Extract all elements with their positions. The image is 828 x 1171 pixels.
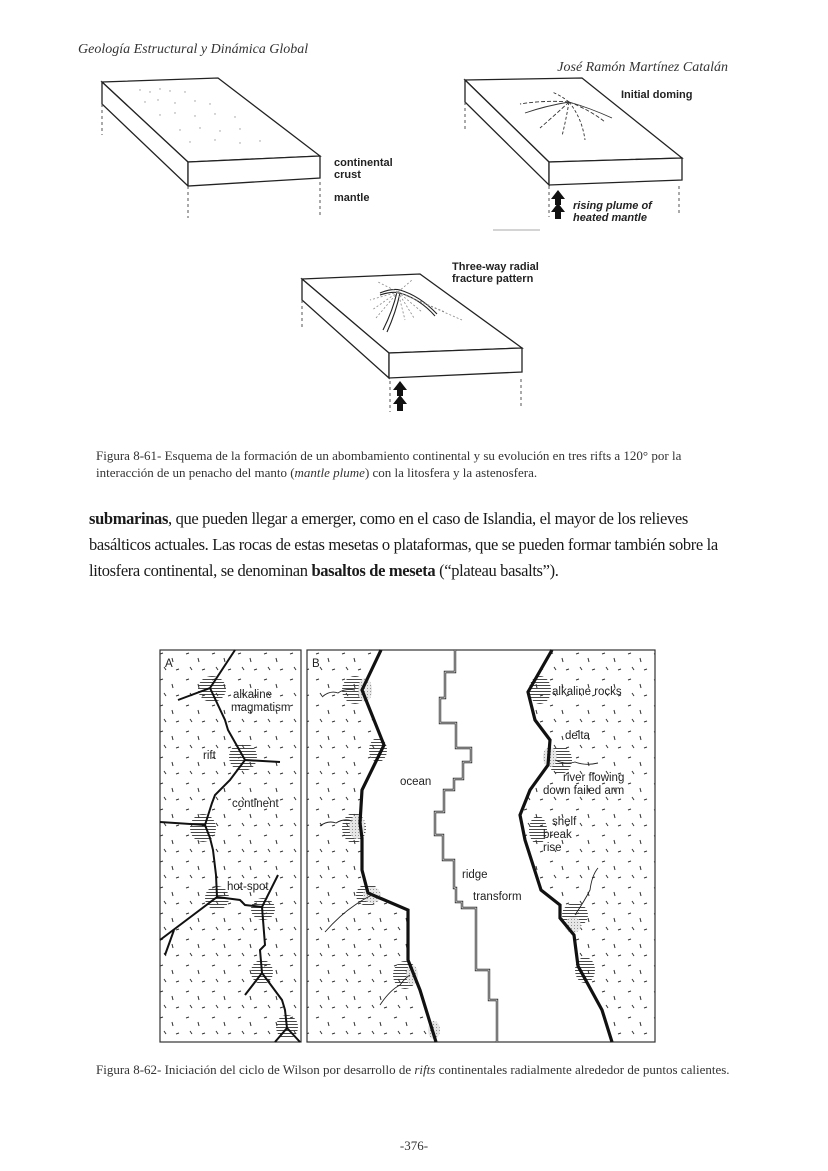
svg-text:alkaline rocks: alkaline rocks bbox=[552, 686, 622, 698]
svg-text:continent: continent bbox=[232, 798, 279, 810]
panel-a bbox=[160, 650, 301, 1042]
figure-8-62-caption: Figura 8-62- Iniciación del ciclo de Wilson por desarrollo de rifts continentales radialmente alrededor de puntos calientes. bbox=[96, 1062, 730, 1077]
svg-text:ridge: ridge bbox=[462, 869, 488, 881]
svg-text:ocean: ocean bbox=[400, 776, 432, 788]
page-number: -376- bbox=[399, 1138, 429, 1153]
label-rising-plume: rising plume of heated mantle bbox=[573, 200, 652, 224]
running-head-book-title: Geología Estructural y Dinámica Global bbox=[78, 42, 309, 57]
label-mantle: mantle bbox=[334, 192, 370, 204]
label-three-way-fracture: Three-way radial fracture pattern bbox=[452, 261, 539, 285]
svg-text:shelf: shelf bbox=[552, 816, 577, 828]
svg-text:hot-spot: hot-spot bbox=[227, 881, 269, 893]
svg-text:break: break bbox=[543, 829, 572, 841]
svg-text:rise: rise bbox=[543, 842, 562, 854]
svg-text:transform: transform bbox=[473, 891, 522, 903]
label-continental-crust: continental crust bbox=[334, 157, 393, 181]
svg-text:magmatism: magmatism bbox=[231, 702, 291, 714]
svg-text:delta: delta bbox=[565, 730, 590, 742]
svg-text:alkaline: alkaline bbox=[233, 689, 272, 701]
svg-text:down failed arm: down failed arm bbox=[543, 785, 625, 797]
svg-text:rift: rift bbox=[203, 750, 216, 762]
label-initial-doming: Initial doming bbox=[621, 89, 693, 101]
figure-8-61-caption: Figura 8-61- Esquema de la formación de un abombamiento continental y su evolución en tres rifts a 120° por la interacción de un penacho del manto (mantle plume) con la litosfera y la astenosfera. bbox=[96, 448, 682, 480]
panel-b-letter: B bbox=[312, 658, 320, 670]
svg-text:river flowing: river flowing bbox=[563, 772, 625, 784]
panel-a-letter: A bbox=[165, 658, 173, 670]
panel-b bbox=[307, 650, 655, 1042]
running-head-author: José Ramón Martínez Catalán bbox=[557, 60, 728, 75]
body-paragraph: submarinas, que pueden llegar a emerger, como en el caso de Islandia, el mayor de los relieves basálticos actuales. Las rocas de estas mesetas o plataformas, que se pueden formar también sobre la litosfera continental, se denominan basaltos de meseta (“plateau basalts”). bbox=[89, 509, 718, 580]
